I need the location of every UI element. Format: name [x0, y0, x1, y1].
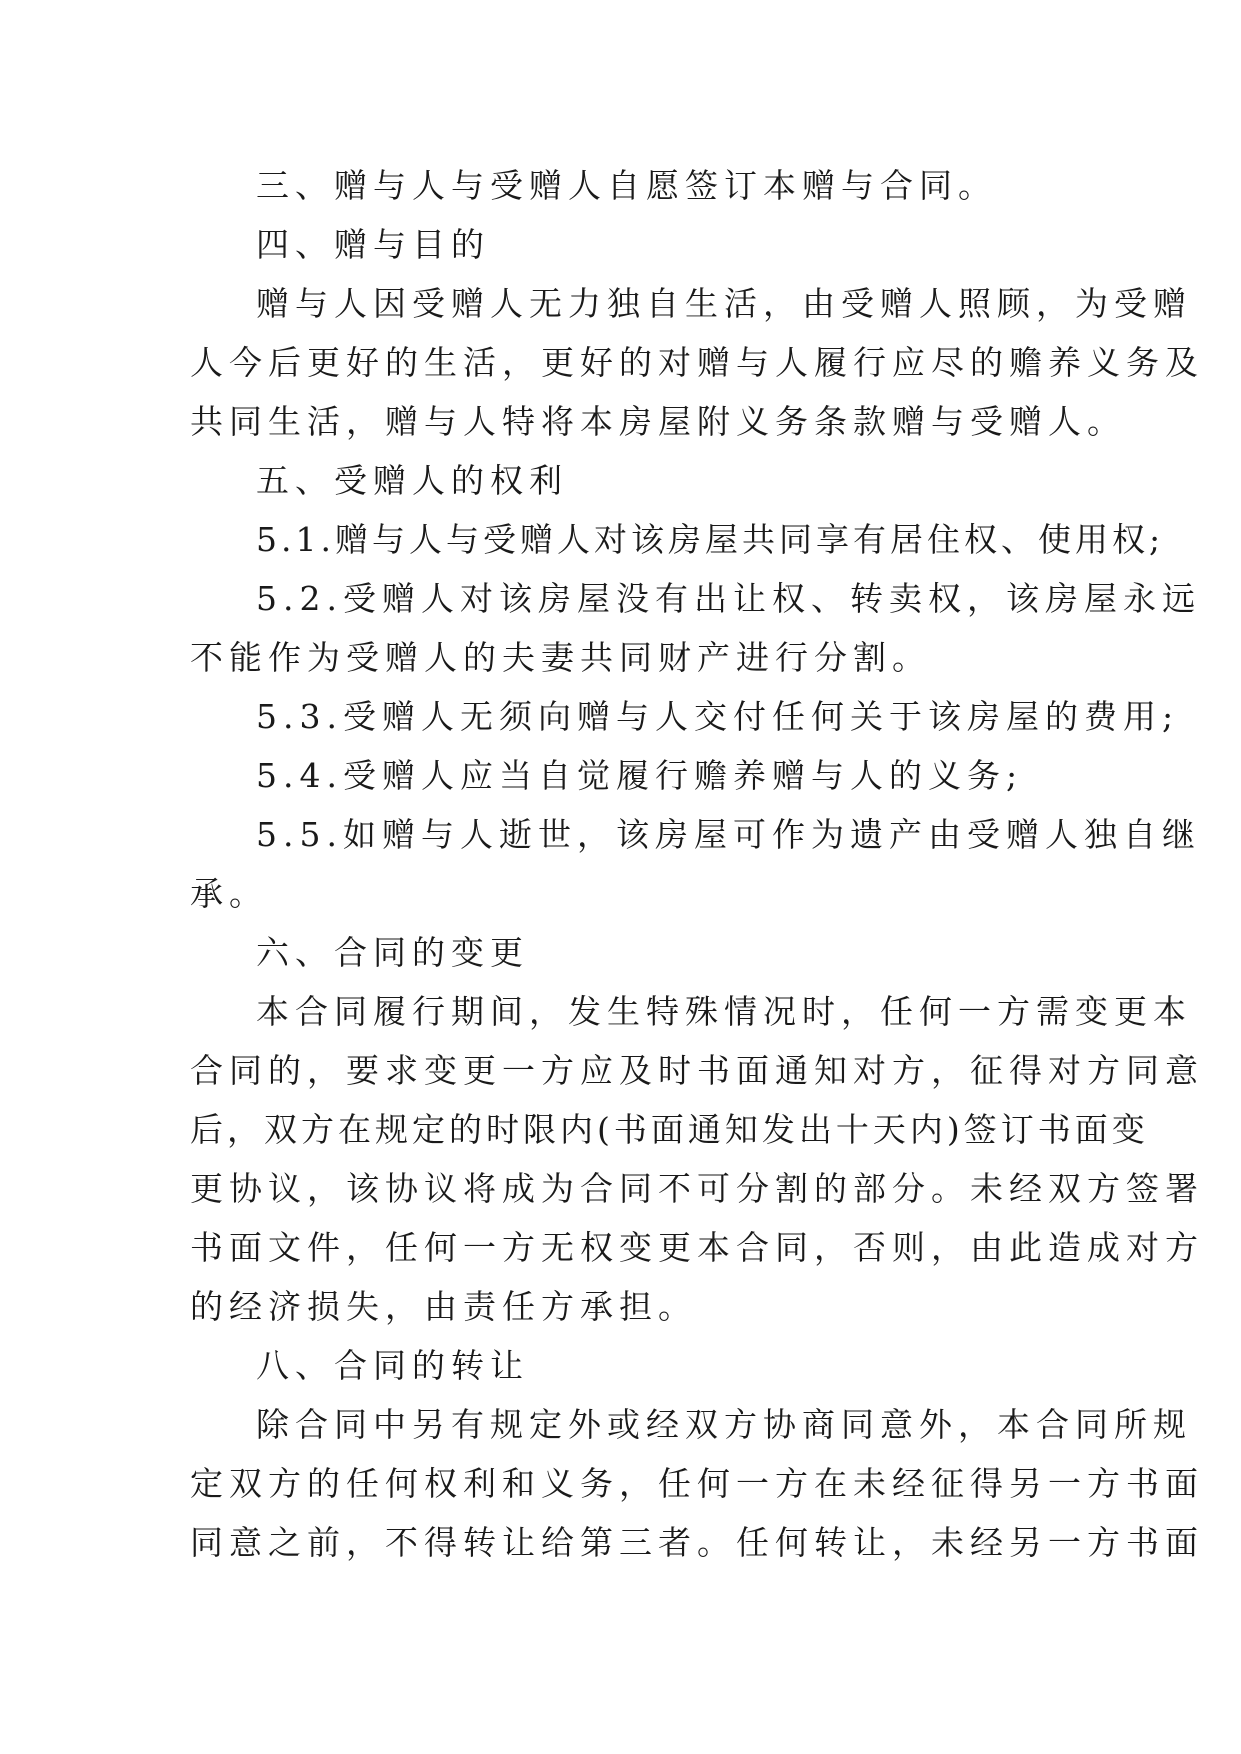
- section-6-line-6: 的经济损失，由责任方承担。: [190, 1287, 697, 1326]
- section-4-line-1: 赠与人因受赠人无力独自生活，由受赠人照顾，为受赠: [256, 284, 1192, 323]
- section-4-heading: 四、赠与目的: [256, 225, 490, 264]
- section-6-line-2: 合同的，要求变更一方应及时书面通知对方，征得对方同意: [190, 1051, 1204, 1090]
- contract-body: [190, 156, 1204, 1572]
- section-8-heading: 八、合同的转让: [256, 1346, 529, 1385]
- section-5-heading: 五、受赠人的权利: [256, 461, 568, 500]
- clause-5-2-line-1: 5.2.受赠人对该房屋没有出让权、转卖权，该房屋永远: [256, 579, 1201, 618]
- section-8-line-3: 同意之前，不得转让给第三者。任何转让，未经另一方书面: [190, 1523, 1204, 1562]
- section-8-line-2: 定双方的任何权利和义务，任何一方在未经征得另一方书面: [190, 1464, 1204, 1503]
- section-6-line-5: 书面文件，任何一方无权变更本合同，否则，由此造成对方: [190, 1228, 1204, 1267]
- clause-3-text: 三、赠与人与受赠人自愿签订本赠与合同。: [256, 166, 997, 205]
- clause-5-5-line-1: 5.5.如赠与人逝世，该房屋可作为遗产由受赠人独自继: [256, 815, 1201, 854]
- clause-5-4: 5.4.受赠人应当自觉履行赡养赠与人的义务;: [256, 756, 1024, 795]
- clause-5-5-line-2: 承。: [190, 874, 268, 913]
- section-6-heading: 六、合同的变更: [256, 933, 529, 972]
- clause-5-1: 5.1.赠与人与受赠人对该房屋共同享有居住权、使用权;: [256, 520, 1165, 559]
- section-6-line-1: 本合同履行期间，发生特殊情况时，任何一方需变更本: [256, 992, 1192, 1031]
- section-6-line-4: 更协议，该协议将成为合同不可分割的部分。未经双方签署: [190, 1169, 1204, 1208]
- section-4-line-3: 共同生活，赠与人特将本房屋附义务条款赠与受赠人。: [190, 402, 1126, 441]
- clause-5-2-line-2: 不能作为受赠人的夫妻共同财产进行分割。: [190, 638, 931, 677]
- section-8-line-1: 除合同中另有规定外或经双方协商同意外，本合同所规: [256, 1405, 1192, 1444]
- section-4-line-2: 人今后更好的生活，更好的对赠与人履行应尽的赡养义务及: [190, 343, 1204, 382]
- section-6-line-3: 后，双方在规定的时限内(书面通知发出十天内)签订书面变: [190, 1110, 1149, 1149]
- clause-5-3: 5.3.受赠人无须向赠与人交付任何关于该房屋的费用;: [256, 697, 1180, 736]
